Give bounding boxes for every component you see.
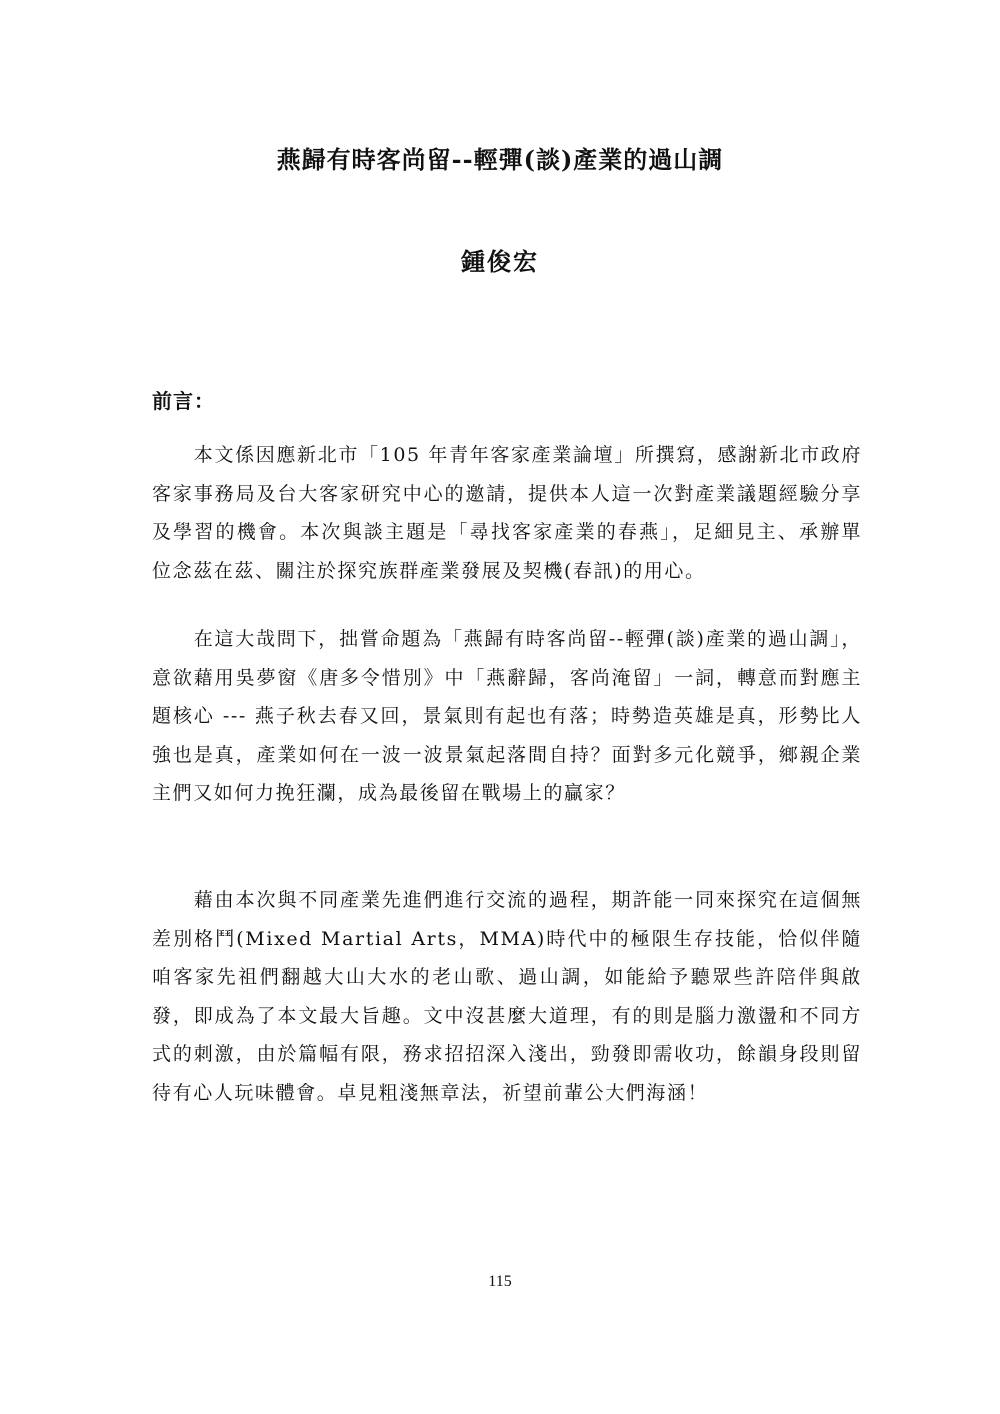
- body-paragraph-2: [152, 620, 862, 813]
- page-number: 115: [488, 1273, 512, 1290]
- document-title: 燕歸有時客尚留--輕彈(談)產業的過山調: [276, 145, 724, 174]
- paragraph-text: 在這大哉問下，拙嘗命題為「燕歸有時客尚留--輕彈(談)產業的過山調」，意欲藉用吳夢窗《唐多令惜別》中「燕辭歸，客尚淹留」一詞，轉意而對應主題核心 --- 燕子秋去春又回，景氣則有起也有落；時勢造英雄是真，形勢比人強也是真，產業如何在一波一波景氣起落間自持？面對多元化競爭，鄉親企業主們又如何力挽狂瀾，成為最後留在戰場上的贏家？: [152, 628, 862, 804]
- author-name: 鍾俊宏: [461, 247, 539, 276]
- body-paragraph-1: [152, 436, 862, 590]
- paragraph-text: 本文係因應新北市「105 年青年客家產業論壇」所撰寫，感謝新北市政府客家事務局及台大客家研究中心的邀請，提供本人這一次對產業議題經驗分享及學習的機會。本次與談主題是「尋找客家產業的春燕」，足細見主、承辦單位念茲在茲、關注於探究族群產業發展及契機(春訊)的用心。: [152, 444, 862, 582]
- section-heading: 前言：: [152, 389, 215, 413]
- body-paragraph-3: [152, 881, 862, 1112]
- paragraph-text: 藉由本次與不同產業先進們進行交流的過程，期許能一同來探究在這個無差別格鬥(Mixed Martial Arts，MMA)時代中的極限生存技能，恰似伴隨咱客家先祖們翻越大山大水的老山歌、過山調，如能給予聽眾些許陪伴與啟發，即成為了本文最大旨趣。文中沒甚麼大道理，有的則是腦力激盪和不同方式的刺激，由於篇幅有限，務求招招深入淺出，勁發即需收功，餘韻身段則留待有心人玩味體會。卓見粗淺無章法，祈望前輩公大們海涵！: [152, 889, 862, 1104]
